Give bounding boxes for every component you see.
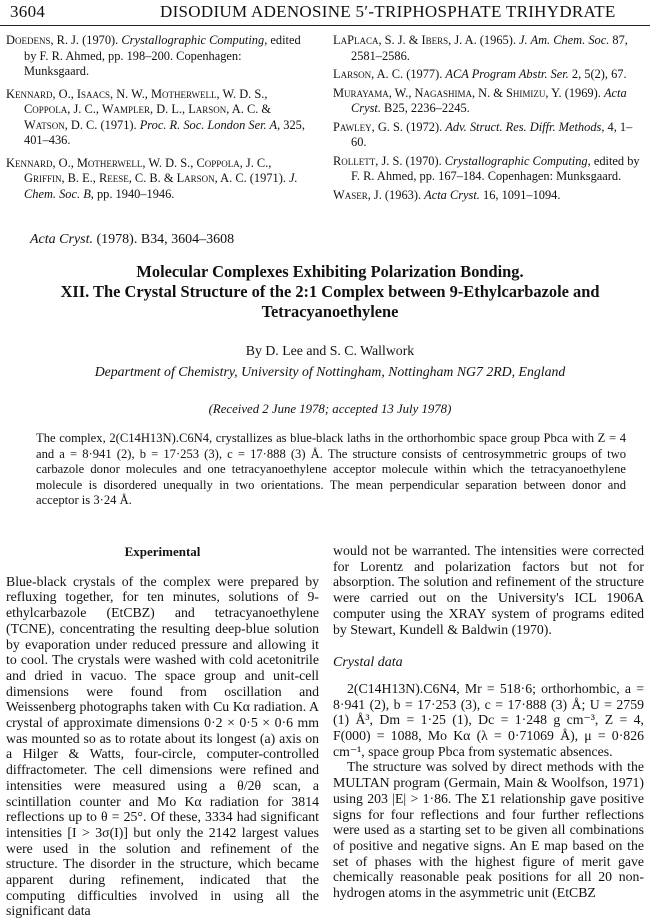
paragraph: 2(C14H13N).C6N4, Mr = 518·6; orthorhombic, a = 8·941 (2), b = 17·253 (3), c = 17·888 (3) Å; U = 2759 (1) Å³, Dm = 1·25 (1), Dc = 1·248 g cm⁻³, Z = 4, F(000) = 1088, Mo Kα (λ = 0·71069 Å), μ = 0·826 cm⁻¹, space group Pbca from systematic absences.	[333, 680, 644, 759]
reference-entry: Kennard, O., Isaacs, N. W., Motherwell, W. D. S., Coppola, J. C., Wampler, D. L., Larson, A. C. & Watson, D. C. (1971). Proc. R. Soc. London Ser. A, 325, 401–436.	[6, 86, 305, 147]
affiliation: Department of Chemistry, University of Nottingham, Nottingham NG7 2RD, England	[94, 364, 566, 379]
reference-entry: Waser, J. (1963). Acta Cryst. 16, 1091–1094.	[333, 187, 561, 202]
paragraph: The structure was solved by direct methods with the MULTAN program (Germain, Main & Woolfson, 1971) using 203 |E| > 1·86. The Σ1 relationship gave positive signs for four reflections and four further reflections were used as a starting set to be given all combinations of positive and negative signs. An E map based on the set of phases with the highest figure of merit gave chemically reasonable peak positions for all 20 non-hydrogen atoms in the asymmetric unit (EtCBZ	[333, 759, 644, 901]
title-line: Tetracyanoethylene	[261, 302, 399, 321]
page-number: 3604	[10, 2, 46, 21]
running-title: DISODIUM ADENOSINE 5′-TRIPHOSPHATE TRIHYDRATE	[160, 2, 616, 21]
title-line: Molecular Complexes Exhibiting Polarization Bonding.	[136, 262, 524, 281]
journal-citation: Acta Cryst. (1978). B34, 3604–3608	[30, 232, 235, 247]
received-date: (Received 2 June 1978; accepted 13 July 1978)	[208, 402, 452, 416]
reference-entry: Pawley, G. S. (1972). Adv. Struct. Res. Diffr. Methods, 4, 1–60.	[333, 119, 633, 149]
running-header	[10, 2, 642, 24]
title-line: XII. The Crystal Structure of the 2:1 Complex between 9-Ethylcarbazole and	[60, 282, 600, 301]
column-left	[6, 544, 319, 919]
reference-entry: LaPlaca, S. J. & Ibers, J. A. (1965). J. Am. Chem. Soc. 87, 2581–2586.	[333, 33, 628, 63]
reference-entry: Kennard, O., Motherwell, W. D. S., Coppola, J. C., Griffin, B. E., Reese, C. B. & Larson, A. C. (1971). J. Chem. Soc. B, pp. 1940–1946.	[6, 155, 298, 201]
references-left	[6, 33, 306, 209]
reference-entry: Murayama, W., Nagashima, N. & Shimizu, Y. (1969). Acta Cryst. B25, 2236–2245.	[333, 85, 627, 115]
article-title	[30, 262, 630, 322]
reference-entry: Larson, A. C. (1977). ACA Program Abstr. Ser. 2, 5(2), 67.	[333, 67, 627, 81]
section-heading-experimental: Experimental	[124, 544, 201, 559]
references-right	[333, 33, 643, 206]
authors: By D. Lee and S. C. Wallwork	[245, 343, 415, 358]
reference-entry: Rollett, J. S. (1970). Crystallographic Computing, edited by F. R. Ahmed, pp. 167–184. Copenhagen: Munksgaard.	[333, 153, 640, 183]
paragraph: Blue-black crystals of the complex were prepared by refluxing together, for ten minutes, solutions of 9-ethylcarbazole (EtCBZ) and tetracyanoethylene (TCNE), concentrating the resulting deep-blue solution by evaporation under reduced pressure and allowing it to cool. The crystals were washed with cold acetonitrile and dried in vacuo. The space group and unit-cell dimensions were found from oscillation and Weissenberg photographs taken with Cu Kα radiation. A crystal of approximate dimensions 0·2 × 0·5 × 0·6 mm was mounted so as to rotate about its longest (a) axis on a Hilger & Watts, four-circle, computer-controlled diffractometer. The cell dimensions were refined and intensities were measured using a θ/2θ scan, a scintillation counter and Mo Kα radiation for 3814 reflections up to θ = 25°. Of these, 3334 had significant intensities [I > 3σ(I)] but only the 2142 largest values were used in the solution and refinement of the structure. The disorder in the structure, which became apparent during refinement, indicated that the computing difficulties involved in using all the significant data	[6, 573, 319, 919]
header-rule	[0, 25, 650, 26]
paragraph: would not be warranted. The intensities were corrected for Lorentz and polarization factors but not for absorption. The solution and refinement of the structure were carried out on the University's ICL 1906A computer using the XRAY system of programs edited by Stewart, Kundell & Baldwin (1970).	[333, 543, 644, 637]
column-right	[333, 543, 644, 901]
section-heading-crystal-data: Crystal data	[333, 655, 403, 671]
reference-entry: Doedens, R. J. (1970). Crystallographic Computing, edited by F. R. Ahmed, pp. 198–200. Copenhagen: Munksgaard.	[6, 33, 301, 78]
abstract: The complex, 2(C14H13N).C6N4, crystallizes as blue-black laths in the orthorhombic space group Pbca with Z = 4 and a = 8·941 (2), b = 17·253 (3), c = 17·888 (3) Å. The structure consists of centrosymmetric groups of two carbazole donor molecules and one tetracyanoethylene acceptor molecule within which the tetracyanoethylene molecule is disordered unequally in two orientations. The mean perpendicular separation between donor and acceptor is 3·24 Å.	[36, 431, 626, 507]
